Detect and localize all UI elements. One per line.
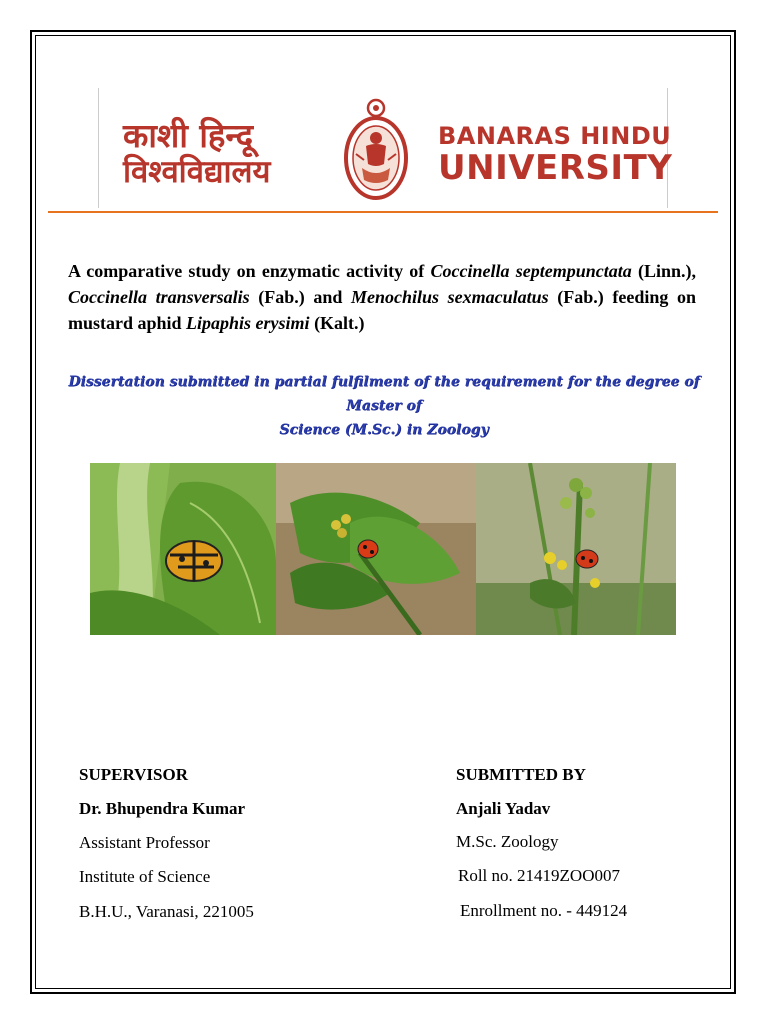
logo-english-line1: BANARAS HINDU [438, 122, 672, 150]
submitted-by-heading: SUBMITTED BY [456, 765, 586, 784]
ladybird-on-mustard-leaf-photo [276, 463, 476, 635]
logo-hindi-line1: काशी हिन्दू [123, 116, 254, 155]
logo-hindi-line2: विश्वविद्यालय [123, 154, 271, 190]
species-name: Coccinella transversalis [68, 287, 250, 307]
supervisor-heading: SUPERVISOR [79, 765, 188, 784]
species-name: Menochilus sexmaculatus [351, 287, 549, 307]
supervisor-name: Dr. Bhupendra Kumar [79, 799, 246, 818]
dissertation-title [68, 258, 696, 336]
student-enrollment-number: Enrollment no. - 449124 [460, 901, 628, 920]
title-text: (Linn.), [631, 261, 696, 281]
student-roll-number: Roll no. 21419ZOO007 [458, 866, 620, 885]
species-name: Lipaphis erysimi [186, 313, 310, 333]
logo-english-line2: UNIVERSITY [438, 148, 673, 188]
title-text: (Fab.) and [249, 287, 351, 307]
ladybird-on-leaf-photo [90, 463, 276, 635]
supervisor-institute: Institute of Science [79, 867, 211, 886]
student-course: M.Sc. Zoology [456, 832, 559, 851]
title-text: (Fab.) feeding on mustard aphid [68, 287, 697, 333]
degree-statement [62, 370, 706, 442]
supervisor-designation: Assistant Professor [79, 833, 210, 852]
ladybird-on-mustard-flower-photo [476, 463, 676, 635]
supervisor-address: B.H.U., Varanasi, 221005 [79, 902, 254, 921]
student-name: Anjali Yadav [456, 799, 551, 818]
bhu-emblem-icon [336, 94, 416, 206]
species-name: Coccinella septempunctata [430, 261, 632, 281]
degree-statement-line2: Science (M.Sc.) in Zoology [279, 422, 489, 438]
degree-statement-line1: Dissertation submitted in partial fulfilment of the requirement for the degree of Master of [68, 374, 700, 414]
title-text: A comparative study on enzymatic activity of [68, 261, 431, 281]
ladybird-photo-strip [90, 463, 676, 635]
title-text: (Kalt.) [309, 313, 365, 333]
header-divider [48, 211, 718, 213]
